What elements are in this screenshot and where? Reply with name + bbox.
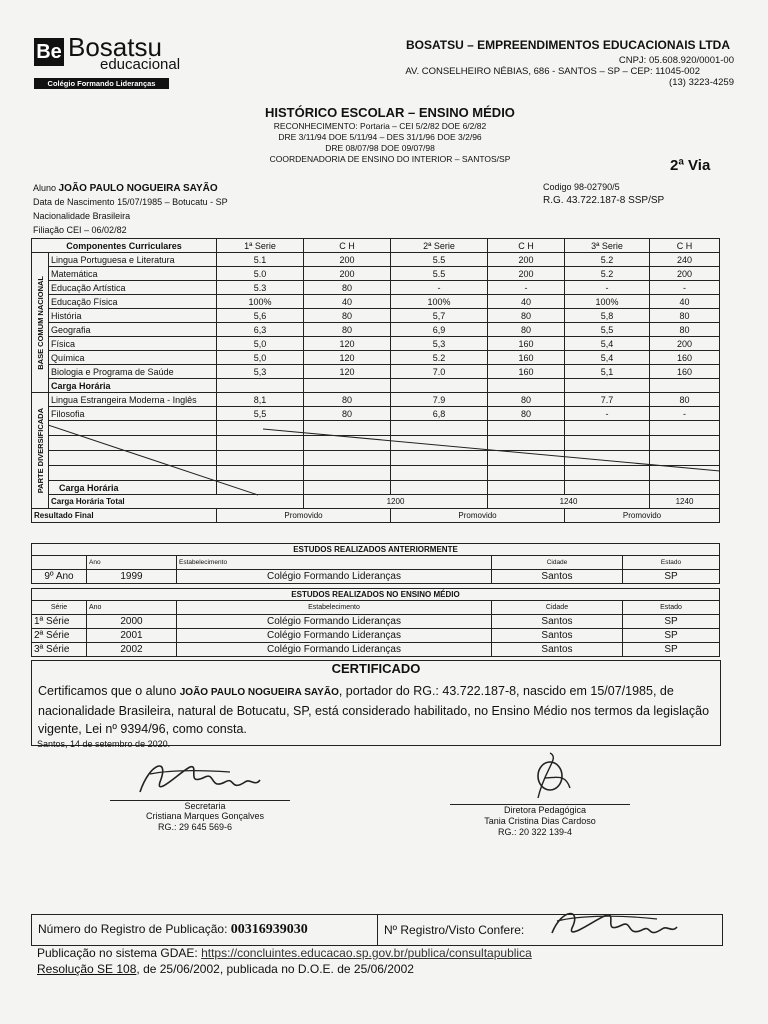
prev-h-cidade: Cidade — [492, 556, 623, 570]
director-name: Tania Cristina Dias Cardoso — [484, 816, 596, 826]
grade-cell-s2: 5.5 — [391, 253, 488, 267]
certificate-title: CERTIFICADO — [331, 661, 421, 676]
prev-serie: 9º Ano — [32, 570, 87, 584]
base-carga-empty — [488, 379, 565, 393]
registration-number: 00316939030 — [230, 922, 308, 937]
secretary-name: Cristiana Marques Gonçalves — [145, 811, 265, 821]
grade-cell-c1: 40 — [304, 295, 391, 309]
resolution-rest: , de 25/06/2002, publicada no D.O.E. de 25/06/2002 — [136, 962, 414, 976]
filiation-label: Filiação — [33, 225, 65, 235]
company-address: AV. CONSELHEIRO NÉBIAS, 686 - SANTOS – SP – CEP: 11045-002 — [405, 66, 700, 77]
grade-cell-c2: - — [488, 281, 565, 295]
code-row — [543, 182, 620, 192]
grade-cell-s1: 5,0 — [217, 337, 304, 351]
copy-number: 2ª Via — [670, 157, 711, 174]
prev-h-estado: Estado — [623, 556, 720, 570]
grade-cell-c1: 120 — [304, 365, 391, 379]
prev-h-serie — [32, 556, 87, 570]
subject-name: Educação Artística — [49, 281, 217, 295]
secretary-role: Secretaria — [184, 801, 226, 811]
subject-name: Biologia e Programa de Saúde — [49, 365, 217, 379]
grade-cell-c3: 160 — [650, 351, 720, 365]
grade-cell-s3: - — [565, 281, 650, 295]
grade-row — [32, 295, 720, 309]
parte-carga-label: Carga Horária — [49, 481, 217, 495]
rg-label: R.G. — [543, 195, 564, 206]
grade-cell-s1: 5,5 — [217, 407, 304, 421]
hs-serie: 3ª Série — [32, 643, 87, 657]
hs-h-serie: Série — [32, 601, 87, 615]
grade-cell-c2: 80 — [488, 407, 565, 421]
grade-cell-c3: 80 — [650, 323, 720, 337]
rg-row — [543, 195, 664, 206]
base-side-label — [32, 253, 49, 393]
grade-cell-s2: 5.2 — [391, 351, 488, 365]
gdae-row — [37, 946, 532, 960]
recognition-line-4: COORDENADORIA DE ENSINO DO INTERIOR – SANTOS/SP — [269, 154, 511, 164]
grade-cell-s1: 8,1 — [217, 393, 304, 407]
hs-h-ano: Ano — [87, 601, 177, 615]
grade-cell-s3: 5.2 — [565, 253, 650, 267]
certificate-student-name: JOÃO PAULO NOGUEIRA SAYÃO — [179, 687, 339, 698]
hs-estab: Colégio Formando Lideranças — [177, 615, 492, 629]
grade-cell-s3: - — [565, 407, 650, 421]
visto-label: Nº Registro/Visto Confere: — [384, 923, 525, 937]
grade-cell-s1: 100% — [217, 295, 304, 309]
grade-cell-c1: 120 — [304, 351, 391, 365]
carga-total-value: 1240 — [488, 495, 650, 509]
base-carga-label: Carga Horária — [49, 379, 217, 393]
birth-row — [33, 197, 228, 207]
grade-cell-s2: 5.5 — [391, 267, 488, 281]
gdae-label: Publicação no sistema GDAE: — [37, 946, 198, 960]
grade-cell-s2: 6,8 — [391, 407, 488, 421]
secretary-signature — [130, 752, 270, 802]
grade-row — [32, 365, 720, 379]
high-school-row — [32, 643, 720, 657]
resultado-value: Promovido — [391, 509, 565, 523]
hs-estab: Colégio Formando Lideranças — [177, 643, 492, 657]
grade-cell-s1: 5,6 — [217, 309, 304, 323]
grade-cell-c2: 160 — [488, 337, 565, 351]
header-ch-2: C H — [488, 239, 565, 253]
certificate-text — [32, 676, 720, 738]
grade-cell-c1: 80 — [304, 323, 391, 337]
carga-total-value: 1200 — [304, 495, 488, 509]
carga-total-value: 1240 — [650, 495, 720, 509]
prev-ano: 1999 — [87, 570, 177, 584]
code-value: 98-02790/5 — [574, 182, 620, 192]
base-carga-empty — [304, 379, 391, 393]
place-date: Santos, 14 de setembro de 2020. — [37, 739, 171, 749]
prev-h-estab: Estabelecimento — [177, 556, 492, 570]
recognition-line-3: DRE 08/07/98 DOE 09/07/98 — [325, 143, 435, 153]
grade-cell-s1: 5.0 — [217, 267, 304, 281]
resultado-row — [32, 509, 720, 523]
resultado-label: Resultado Final — [32, 509, 217, 523]
resolution-row — [37, 962, 414, 976]
grade-cell-s1: 5,3 — [217, 365, 304, 379]
base-comum-label: BASE COMUM NACIONAL — [35, 275, 45, 370]
subject-name: Educação Física — [49, 295, 217, 309]
registration-divider — [377, 915, 378, 945]
grade-cell-c1: 80 — [304, 393, 391, 407]
code-label: Codigo — [543, 182, 572, 192]
grade-cell-s3: 100% — [565, 295, 650, 309]
header-serie-1: 1ª Serie — [217, 239, 304, 253]
certificate-text-end: , portador do RG.: 43.722.187-8, nascido em 15/07/1985, de nacionalidade Brasileira, natural de Botucatu, SP, está considerado habilitado, no Ensino Médio nos termos da legislação vigente, Lei nº 9394/96, como consta. — [38, 684, 710, 736]
resultado-value: Promovido — [217, 509, 391, 523]
hs-cidade: Santos — [492, 615, 623, 629]
logo-subtitle: educacional — [100, 56, 181, 73]
grade-cell-s2: 100% — [391, 295, 488, 309]
logo-name: Bosatsu — [68, 32, 162, 62]
carga-total-label: Carga Horária Total — [49, 495, 304, 509]
hs-estab: Colégio Formando Lideranças — [177, 629, 492, 643]
grade-cell-s1: 5.3 — [217, 281, 304, 295]
grade-cell-c1: 200 — [304, 253, 391, 267]
hs-estado: SP — [623, 643, 720, 657]
recognition-line-1: RECONHECIMENTO: Portaria – CEI 5/2/82 DOE 6/2/82 — [273, 121, 487, 131]
subject-name: Lingua Portuguesa e Literatura — [49, 253, 217, 267]
base-carga-empty — [650, 379, 720, 393]
rg-value: 43.722.187-8 SSP/SP — [566, 195, 665, 206]
filiation-row — [33, 225, 127, 235]
student-name: JOÃO PAULO NOGUEIRA SAYÃO — [58, 183, 218, 194]
hs-estado: SP — [623, 615, 720, 629]
grade-cell-c3: 40 — [650, 295, 720, 309]
registration-number-label: Número do Registro de Publicação: — [38, 922, 228, 936]
grade-cell-c3: 80 — [650, 309, 720, 323]
gdae-link[interactable]: https://concluintes.educacao.sp.gov.br/publica/consultapublica — [201, 946, 532, 960]
logo-tagline: Colégio Formando Lideranças — [34, 78, 169, 89]
prev-estado: SP — [623, 570, 720, 584]
subject-name: Lingua Estrangeira Moderna - Inglês — [49, 393, 217, 407]
high-school-row — [32, 629, 720, 643]
grade-row — [32, 393, 720, 407]
header-serie-3: 3ª Serie — [565, 239, 650, 253]
subject-name: Química — [49, 351, 217, 365]
hs-cidade: Santos — [492, 629, 623, 643]
director-role: Diretora Pedagógica — [503, 805, 587, 815]
resultado-value: Promovido — [565, 509, 720, 523]
grade-cell-s3: 5,5 — [565, 323, 650, 337]
nationality-label: Nacionalidade — [33, 211, 91, 221]
grade-cell-s3: 5,4 — [565, 337, 650, 351]
subject-name: História — [49, 309, 217, 323]
parte-diversificada-label: PARTE DIVERSIFICADA — [35, 407, 45, 494]
grade-cell-c2: 200 — [488, 253, 565, 267]
base-carga-row — [32, 379, 720, 393]
birth-label: Data de Nascimento — [33, 197, 115, 207]
grade-row — [32, 281, 720, 295]
secretary-rg: RG.: 29 645 569-6 — [157, 822, 233, 832]
resolution-number: Resolução SE 108 — [37, 962, 137, 976]
grade-cell-s1: 5.1 — [217, 253, 304, 267]
hs-serie: 1ª Série — [32, 615, 87, 629]
filiation-value: CEI – 06/02/82 — [66, 225, 127, 235]
grade-cell-s2: 7.9 — [391, 393, 488, 407]
empty-area-strike — [48, 423, 720, 498]
certificate-text-start: Certificamos que o aluno — [38, 684, 180, 698]
parte-side-label — [32, 393, 49, 509]
subject-name: Filosofia — [49, 407, 217, 421]
grade-cell-c1: 80 — [304, 281, 391, 295]
grade-cell-c3: 240 — [650, 253, 720, 267]
grade-cell-s2: 5,7 — [391, 309, 488, 323]
grade-cell-c2: 80 — [488, 309, 565, 323]
grades-header-row — [32, 239, 720, 253]
grade-row — [32, 337, 720, 351]
hs-cidade: Santos — [492, 643, 623, 657]
grade-cell-s2: - — [391, 281, 488, 295]
document-title: HISTÓRICO ESCOLAR – ENSINO MÉDIO — [265, 105, 515, 120]
grade-cell-s1: 5,0 — [217, 351, 304, 365]
previous-studies-header — [32, 556, 720, 570]
grade-cell-s3: 5,8 — [565, 309, 650, 323]
prev-estab: Colégio Formando Lideranças — [177, 570, 492, 584]
recognition-line-2: DRE 3/11/94 DOE 5/11/94 – DES 31/1/96 DOE 3/2/96 — [278, 132, 482, 142]
director-signature — [520, 748, 580, 808]
grade-cell-s3: 7.7 — [565, 393, 650, 407]
hs-estado: SP — [623, 629, 720, 643]
grade-row — [32, 407, 720, 421]
prev-cidade: Santos — [492, 570, 623, 584]
header-ch-3: C H — [650, 239, 720, 253]
grade-row — [32, 323, 720, 337]
grade-cell-s2: 5,3 — [391, 337, 488, 351]
grade-cell-s2: 6,9 — [391, 323, 488, 337]
grade-cell-c3: 160 — [650, 365, 720, 379]
company-name: BOSATSU – EMPREENDIMENTOS EDUCACIONAIS LTDA — [405, 38, 730, 52]
grade-cell-c2: 160 — [488, 351, 565, 365]
high-school-row — [32, 615, 720, 629]
grade-cell-c2: 200 — [488, 267, 565, 281]
previous-studies-row — [32, 570, 720, 584]
grade-row — [32, 267, 720, 281]
previous-studies-title: ESTUDOS REALIZADOS ANTERIORMENTE — [32, 544, 720, 556]
grade-cell-c3: - — [650, 407, 720, 421]
grade-cell-s1: 6,3 — [217, 323, 304, 337]
nationality-row — [33, 211, 130, 221]
header-components: Componentes Curriculares — [32, 239, 217, 253]
grade-cell-c2: 80 — [488, 323, 565, 337]
student-name-label: Aluno — [33, 183, 57, 193]
company-cnpj: CNPJ: 05.608.920/0001-00 — [618, 55, 734, 66]
grade-cell-s3: 5,1 — [565, 365, 650, 379]
grade-row — [32, 309, 720, 323]
grade-cell-c1: 120 — [304, 337, 391, 351]
subject-name: Geografia — [49, 323, 217, 337]
registration-number-row — [38, 922, 308, 938]
student-name-row — [33, 183, 218, 194]
grade-cell-s2: 7.0 — [391, 365, 488, 379]
high-school-studies-header — [32, 601, 720, 615]
company-phone: (13) 3223-4259 — [669, 77, 734, 88]
base-carga-empty — [565, 379, 650, 393]
base-carga-empty — [217, 379, 304, 393]
grade-cell-c1: 200 — [304, 267, 391, 281]
visto-signature — [542, 903, 682, 947]
grade-cell-c2: 80 — [488, 393, 565, 407]
grade-cell-c2: 40 — [488, 295, 565, 309]
base-carga-empty — [391, 379, 488, 393]
grade-cell-s3: 5.2 — [565, 267, 650, 281]
registration-box — [31, 914, 723, 946]
grade-cell-c3: 80 — [650, 393, 720, 407]
hs-h-estab: Estabelecimento — [177, 601, 492, 615]
nationality-value: Brasileira — [92, 211, 131, 221]
hs-h-estado: Estado — [623, 601, 720, 615]
header-ch-1: C H — [304, 239, 391, 253]
grade-cell-c2: 160 — [488, 365, 565, 379]
prev-h-ano: Ano — [87, 556, 177, 570]
logo-mark: Be — [34, 38, 64, 66]
high-school-studies-title: ESTUDOS REALIZADOS NO ENSINO MÉDIO — [32, 589, 720, 601]
grade-cell-c3: - — [650, 281, 720, 295]
grade-row — [32, 351, 720, 365]
grade-cell-c3: 200 — [650, 267, 720, 281]
high-school-studies-table — [31, 588, 720, 657]
hs-ano: 2000 — [87, 615, 177, 629]
grade-row — [32, 253, 720, 267]
previous-studies-table — [31, 543, 720, 584]
subject-name: Matemática — [49, 267, 217, 281]
director-rg: RG.: 20 322 139-4 — [497, 827, 573, 837]
birth-value: 15/07/1985 – Botucatu - SP — [117, 197, 228, 207]
grade-cell-s3: 5,4 — [565, 351, 650, 365]
header-serie-2: 2ª Serie — [391, 239, 488, 253]
hs-h-cidade: Cidade — [492, 601, 623, 615]
certificate-box — [31, 660, 721, 746]
grade-cell-c3: 200 — [650, 337, 720, 351]
hs-serie: 2ª Série — [32, 629, 87, 643]
hs-ano: 2001 — [87, 629, 177, 643]
grade-cell-c1: 80 — [304, 407, 391, 421]
subject-name: Física — [49, 337, 217, 351]
hs-ano: 2002 — [87, 643, 177, 657]
grade-cell-c1: 80 — [304, 309, 391, 323]
